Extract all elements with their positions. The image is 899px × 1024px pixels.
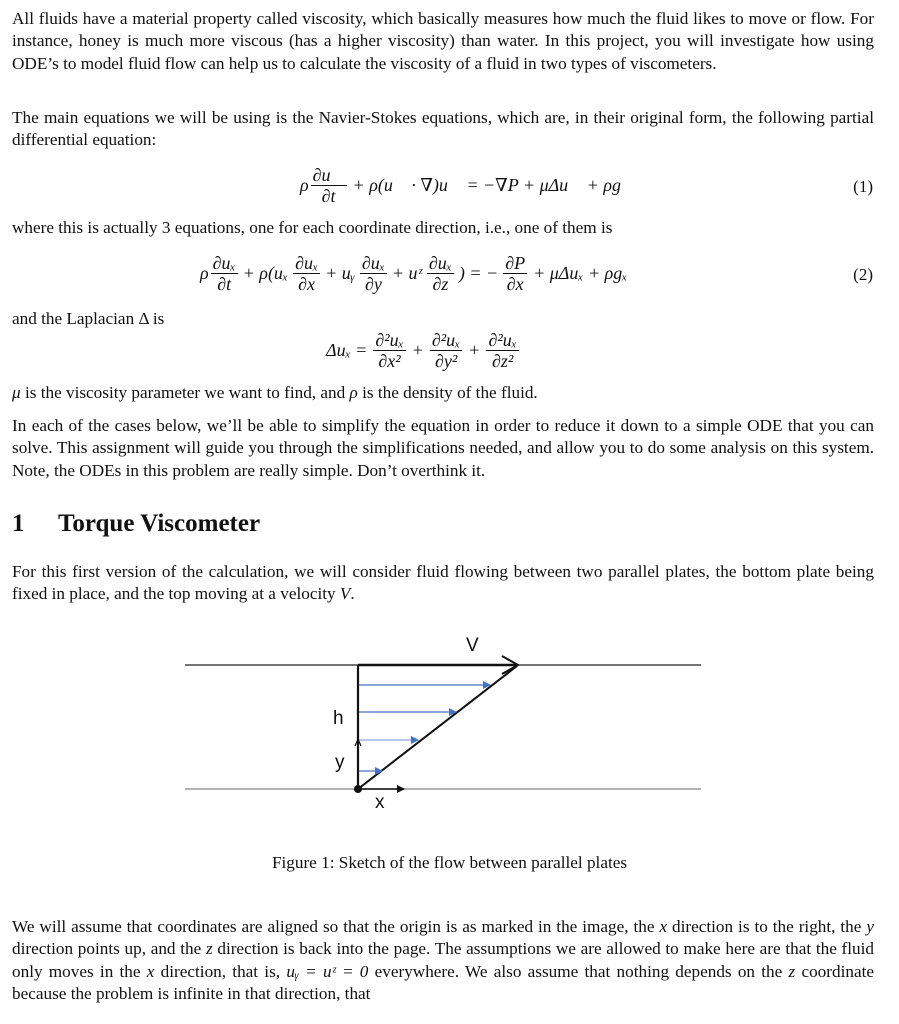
section-title: Torque Viscometer bbox=[58, 510, 261, 537]
section1-paragraph-2 bbox=[12, 916, 874, 1005]
text: direction points up, and the bbox=[12, 939, 206, 959]
rho-symbol: ρ bbox=[200, 263, 209, 283]
y-symbol: y bbox=[866, 917, 874, 936]
z-symbol: z bbox=[788, 961, 796, 981]
mu-symbol: μ bbox=[12, 383, 21, 402]
velocity-label: V bbox=[466, 635, 479, 656]
text: coordinate because the problem is infinite in that direction, that bbox=[12, 961, 874, 1003]
navier-stokes-intro: The main equations we will be using is the Navier-Stokes equations, which are, in their original form, the following partial differential equation: bbox=[12, 108, 874, 150]
parallel-plates-figure bbox=[0, 620, 899, 830]
text: For this first version of the calculation, we will consider fluid flowing between two parallel plates, the bottom plate being fixed in place, and the top moving at a velocity bbox=[12, 562, 874, 604]
origin-dot bbox=[354, 785, 362, 793]
text: . bbox=[350, 584, 355, 604]
fraction: $\frac{\text{∂uₓ}}{\partial t}$ bbox=[212, 253, 236, 294]
height-label: h bbox=[333, 708, 344, 729]
fraction: $\frac{\text{∂²uₓ}}{\text{∂x²}}$ bbox=[375, 330, 404, 371]
intro-paragraph: All fluids have a material property called viscosity, which basically measures how much the fluid likes to move or flow. For instance, honey is much more viscous (has a higher viscosity) than water. In this project, you will investigate how using ODE’s to model fluid flow can help us to calculate the viscosity of a fluid in two types of viscometers. bbox=[12, 9, 874, 73]
x-symbol: x bbox=[659, 917, 668, 936]
math-text: + uᵧ bbox=[325, 263, 355, 283]
math-text: + uᶻ bbox=[391, 263, 422, 283]
x-symbol: x bbox=[146, 961, 155, 981]
velocity-symbol: V bbox=[339, 584, 351, 604]
math-text: ) = − bbox=[458, 263, 499, 283]
equation-number: (2) bbox=[853, 265, 873, 284]
equation-number: (1) bbox=[853, 177, 873, 196]
rho-symbol: ρ bbox=[349, 383, 358, 402]
flow-diagram bbox=[0, 620, 899, 830]
equation-rhs: + ρ(u⃗ · ∇)u⃗ = −∇P + μΔu⃗ + ρg⃗ bbox=[352, 175, 635, 195]
equation-2 bbox=[0, 253, 899, 303]
plus-sign: + bbox=[469, 340, 480, 360]
equation-1 bbox=[0, 165, 899, 215]
math-text: Δuₓ = bbox=[326, 340, 368, 360]
plus-sign: + bbox=[412, 340, 423, 360]
fraction: $\frac{\text{∂uₓ}}{\partial y}$ bbox=[361, 253, 385, 294]
fraction: $\frac{\text{∂uₓ}}{\partial z}$ bbox=[428, 253, 452, 294]
fraction: $\frac{\text{∂uₓ}}{\partial x}$ bbox=[295, 253, 319, 294]
z-symbol: z bbox=[205, 939, 213, 959]
viscosity-definition bbox=[12, 382, 874, 404]
section1-paragraph-1 bbox=[12, 561, 874, 606]
text: is the viscosity parameter we want to find, and bbox=[20, 383, 350, 402]
fraction: $\frac{\text{∂²uₓ}}{\text{∂y²}}$ bbox=[431, 330, 461, 371]
figure-caption: Figure 1: Sketch of the flow between parallel plates bbox=[271, 853, 628, 872]
three-equations-text: where this is actually 3 equations, one for each coordinate direction, i.e., one of them is bbox=[12, 218, 613, 237]
laplacian-intro: and the Laplacian Δ is bbox=[12, 309, 165, 328]
text: direction is back into the page. The assumptions we are allowed to make here are that the fluid only moves in the bbox=[12, 939, 874, 981]
text: everywhere. We also assume that nothing depends on the bbox=[368, 961, 789, 981]
text: is the density of the fluid. bbox=[357, 383, 538, 402]
laplacian-equation bbox=[0, 330, 899, 380]
fraction: $\frac{\partial u⃗}{\partial t}$ bbox=[312, 165, 345, 206]
math-text: + ρ(uₓ bbox=[242, 263, 289, 283]
section-number: 1 bbox=[12, 510, 25, 537]
text: We will assume that coordinates are aligned so that the origin is as marked in the image, the bbox=[12, 917, 660, 936]
x-axis-label: x bbox=[375, 792, 385, 813]
y-axis-label: y bbox=[335, 752, 345, 773]
simplification-paragraph: In each of the cases below, we’ll be able to simplify the equation in order to reduce it down to a simple ODE that you can solve. This assignment will guide you through the simplifications needed, and allow you to do some analysis on this system. Note, the ODEs in this problem are really simple. Don’t overthink it. bbox=[12, 416, 874, 480]
section-heading bbox=[12, 510, 260, 538]
fraction: $\frac{\partial P}{\partial x}$ bbox=[505, 253, 526, 294]
text: direction is to the right, the bbox=[667, 917, 867, 936]
velocity-condition: uᵧ = uᶻ = 0 bbox=[286, 961, 369, 981]
math-text: + μΔuₓ + ρgₓ bbox=[533, 263, 628, 283]
rho-symbol: ρ bbox=[300, 175, 309, 195]
fraction: $\frac{\text{∂²uₓ}}{\text{∂z²}}$ bbox=[488, 330, 517, 371]
text: direction, that is, bbox=[154, 961, 287, 981]
